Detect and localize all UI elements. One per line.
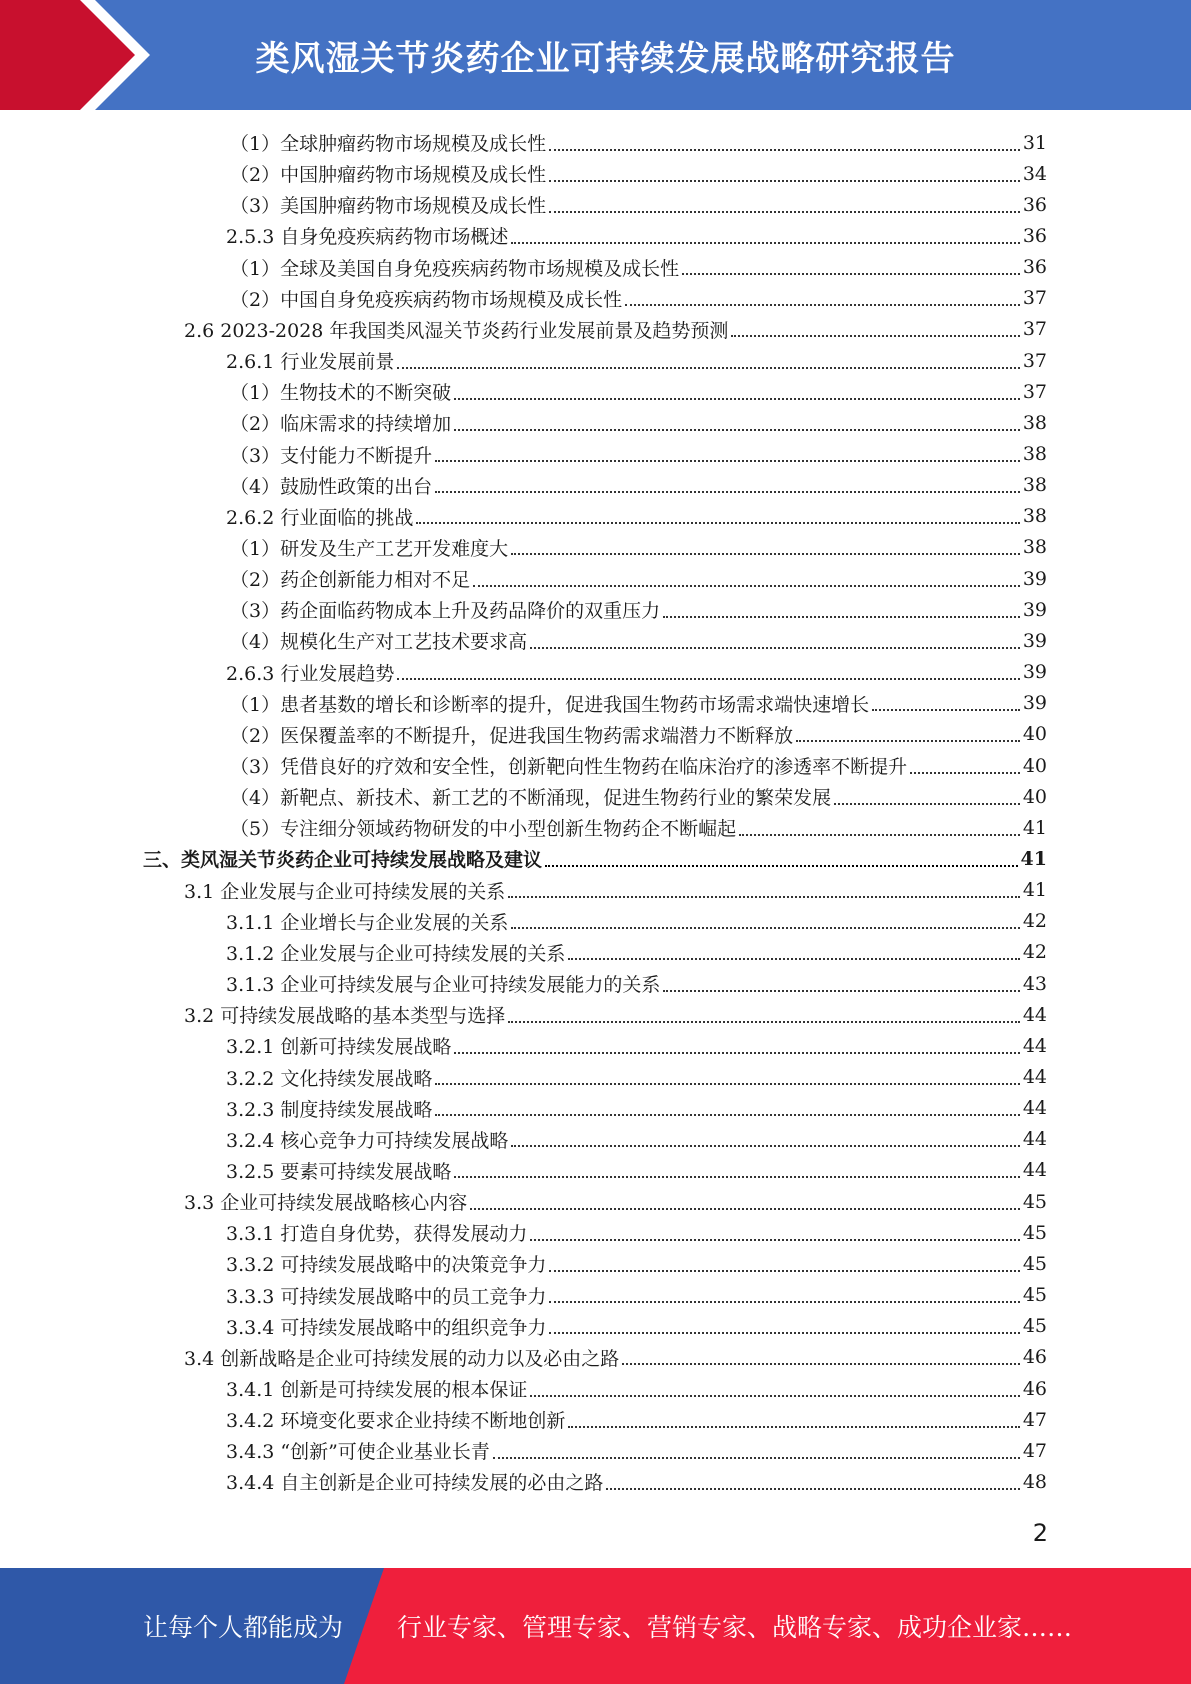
toc-leader-dots <box>663 612 1020 618</box>
toc-entry-page: 47 <box>1022 1408 1047 1431</box>
toc-entry-title: （3）凭借良好的疗效和安全性，创新靶向性生物药在临床治疗的渗透率不断提升 <box>230 756 908 778</box>
toc-entry[interactable] <box>184 999 1047 1030</box>
toc-entry[interactable] <box>230 439 1047 470</box>
toc-entry-title: （2）中国自身免疫疾病药物市场规模及成长性 <box>230 288 623 311</box>
footer-slogan-right: 行业专家、管理专家、营销专家、战略专家、成功企业家…… <box>397 1613 1073 1642</box>
report-title: 类风湿关节炎药企业可持续发展战略研究报告 <box>255 38 956 79</box>
toc-entry-title: 2.6.1 行业发展前景 <box>226 351 395 374</box>
toc-entry-page: 43 <box>1022 972 1047 995</box>
toc-entry-title: 3.3 企业可持续发展战略核心内容 <box>184 1192 468 1215</box>
toc-entry-title: 3.3.3 可持续发展战略中的员工竞争力 <box>226 1285 547 1308</box>
toc-entry-title: 3.4.3 “创新”可使企业基业长青 <box>226 1441 490 1464</box>
toc-entry-title: 3.2.2 文化持续发展战略 <box>226 1067 433 1090</box>
toc-entry-page: 45 <box>1022 1315 1047 1338</box>
toc-leader-dots <box>397 674 1019 680</box>
toc-entry-title: （3）支付能力不断提升 <box>230 444 433 467</box>
toc-entry[interactable] <box>226 1030 1047 1061</box>
toc-entry[interactable] <box>226 220 1047 251</box>
toc-entry[interactable] <box>230 407 1047 438</box>
toc-leader-dots <box>511 1141 1019 1147</box>
toc-leader-dots <box>397 363 1019 369</box>
toc-entry[interactable] <box>226 968 1047 999</box>
toc-entry[interactable] <box>230 532 1047 563</box>
toc-leader-dots <box>511 238 1019 244</box>
toc-leader-dots <box>549 145 1020 151</box>
toc-entry-title: 3.2.5 要素可持续发展战略 <box>226 1160 452 1183</box>
toc-entry-page: 44 <box>1022 1128 1047 1151</box>
toc-leader-dots <box>454 425 1020 431</box>
toc-entry[interactable] <box>226 1217 1047 1248</box>
toc-entry-title: 3.1.3 企业可持续发展与企业可持续发展能力的关系 <box>226 974 661 997</box>
toc-leader-dots <box>530 1235 1019 1241</box>
toc-leader-dots <box>549 176 1020 182</box>
toc-entry-page: 39 <box>1022 661 1047 684</box>
toc-entry-page: 39 <box>1022 629 1047 652</box>
toc-entry-title: 3.2.4 核心竞争力可持续发展战略 <box>226 1129 509 1152</box>
toc-entry-page: 38 <box>1022 474 1047 497</box>
page-number: 2 <box>1032 1519 1048 1547</box>
toc-leader-dots <box>625 300 1020 306</box>
toc-entry-page: 39 <box>1022 567 1047 590</box>
toc-entry-title: （2）临床需求的持续增加 <box>230 413 452 436</box>
toc-entry[interactable] <box>226 1404 1047 1435</box>
toc-entry[interactable] <box>226 937 1047 968</box>
toc-entry[interactable] <box>226 1435 1047 1466</box>
toc-leader-dots <box>663 986 1019 992</box>
toc-leader-dots <box>682 269 1020 275</box>
toc-leader-dots <box>508 892 1020 898</box>
toc-entry-title: 3.4 创新战略是企业可持续发展的动力以及必由之路 <box>184 1347 620 1370</box>
toc-entry-title: 3.1.1 企业增长与企业发展的关系 <box>226 911 509 934</box>
toc-leader-dots <box>454 1048 1019 1054</box>
toc-entry[interactable] <box>230 781 1047 812</box>
toc-entry[interactable] <box>230 189 1047 220</box>
toc-entry-title: 3.3.1 打造自身优势，获得发展动力 <box>226 1223 528 1246</box>
toc-leader-dots <box>454 394 1020 400</box>
toc-entry-title: 三、类风湿关节炎药企业可持续发展战略及建议 <box>143 849 543 872</box>
toc-entry-page: 36 <box>1022 256 1047 279</box>
toc-entry[interactable] <box>230 252 1047 283</box>
toc-leader-dots <box>872 705 1020 711</box>
toc-leader-dots <box>435 487 1020 493</box>
toc-entry[interactable] <box>226 1062 1047 1093</box>
toc-leader-dots <box>470 1204 1020 1210</box>
toc-leader-dots <box>545 861 1018 867</box>
page-footer <box>0 1568 1191 1684</box>
toc-leader-dots <box>511 923 1019 929</box>
toc-entry[interactable] <box>184 1342 1047 1373</box>
toc-entry-title: （3）美国肿瘤药物市场规模及成长性 <box>230 195 547 218</box>
toc-entry[interactable] <box>230 376 1047 407</box>
toc-entry-title: （4）鼓励性政策的出台 <box>230 475 433 498</box>
toc-leader-dots <box>731 331 1019 337</box>
toc-entry-title: （4）规模化生产对工艺技术要求高 <box>230 631 528 654</box>
toc-entry-page: 42 <box>1022 910 1047 933</box>
toc-leader-dots <box>549 1328 1019 1334</box>
toc-entry-title: （2）医保覆盖率的不断提升，促进我国生物药需求端潜力不断释放 <box>230 724 794 747</box>
toc-entry-page: 37 <box>1022 318 1047 341</box>
toc-entry-page: 38 <box>1022 411 1047 434</box>
toc-entry-page: 39 <box>1022 692 1047 715</box>
toc-leader-dots <box>834 799 1020 805</box>
toc-entry-page: 45 <box>1022 1221 1047 1244</box>
toc-entry[interactable] <box>226 1124 1047 1155</box>
toc-entry[interactable] <box>226 1466 1047 1497</box>
toc-entry-title: 2.6.2 行业面临的挑战 <box>226 506 414 529</box>
toc-entry-page: 42 <box>1022 941 1047 964</box>
toc-entry[interactable] <box>226 1155 1047 1186</box>
toc-entry-page: 34 <box>1022 162 1047 185</box>
toc-leader-dots <box>508 1017 1020 1023</box>
footer-slogan-left: 让每个人都能成为 <box>143 1613 344 1642</box>
toc-entry-title: 3.2.1 创新可持续发展战略 <box>226 1036 452 1059</box>
toc-entry-page: 44 <box>1022 1159 1047 1182</box>
toc-entry-title: 3.2.3 制度持续发展战略 <box>226 1098 433 1121</box>
toc-entry-page: 45 <box>1022 1190 1047 1213</box>
toc-entry-title: 3.3.2 可持续发展战略中的决策竞争力 <box>226 1254 547 1277</box>
toc-entry-page: 44 <box>1022 1003 1047 1026</box>
toc-entry-title: 2.6 2023-2028 年我国类风湿关节炎药行业发展前景及趋势预测 <box>184 319 729 342</box>
toc-entry-title: 3.4.4 自主创新是企业可持续发展的必由之路 <box>226 1472 604 1495</box>
toc-entry-page: 38 <box>1022 505 1047 528</box>
toc-entry[interactable] <box>226 1248 1047 1279</box>
toc-entry-title: 3.1 企业发展与企业可持续发展的关系 <box>184 880 506 903</box>
toc-entry-page: 48 <box>1022 1470 1047 1493</box>
toc-entry-page: 38 <box>1022 536 1047 559</box>
toc-entry-page: 47 <box>1022 1439 1047 1462</box>
toc-entry-page: 44 <box>1022 1097 1047 1120</box>
toc-entry-page: 41 <box>1020 847 1047 870</box>
toc-entry[interactable] <box>230 127 1047 158</box>
toc-entry-title: 2.6.3 行业发展趋势 <box>226 662 395 685</box>
toc-entry[interactable] <box>226 1093 1047 1124</box>
toc-leader-dots <box>530 643 1020 649</box>
toc-leader-dots <box>454 1172 1019 1178</box>
toc-entry-page: 44 <box>1022 1066 1047 1088</box>
toc-leader-dots <box>796 736 1020 742</box>
toc-entry[interactable] <box>230 812 1047 843</box>
toc-entry[interactable] <box>230 283 1047 314</box>
toc-leader-dots <box>435 1110 1019 1116</box>
toc-entry-title: （4）新靶点、新技术、新工艺的不断涌现，促进生物药行业的繁荣发展 <box>230 787 832 810</box>
toc-entry[interactable] <box>226 1280 1047 1311</box>
toc-leader-dots <box>739 830 1020 836</box>
toc-entry[interactable] <box>230 470 1047 501</box>
toc-entry[interactable] <box>226 501 1047 532</box>
toc-entry-page: 38 <box>1022 443 1047 465</box>
toc-entry-page: 41 <box>1022 816 1047 839</box>
toc-entry[interactable] <box>143 843 1047 874</box>
toc-entry[interactable] <box>230 688 1047 719</box>
toc-entry[interactable] <box>226 906 1047 937</box>
toc-entry-title: 3.4.2 环境变化要求企业持续不断地创新 <box>226 1410 566 1433</box>
toc-entry[interactable] <box>184 314 1047 345</box>
toc-entry[interactable] <box>226 1311 1047 1342</box>
toc-leader-dots <box>511 549 1020 555</box>
toc-leader-dots <box>606 1484 1019 1490</box>
toc-entry[interactable] <box>230 750 1047 781</box>
toc-leader-dots <box>493 1453 1020 1459</box>
toc-entry-title: （1）全球及美国自身免疫疾病药物市场规模及成长性 <box>230 257 680 280</box>
toc-entry-page: 36 <box>1022 224 1047 247</box>
toc-leader-dots <box>435 456 1020 462</box>
toc-entry-title: 2.5.3 自身免疫疾病药物市场概述 <box>226 226 509 249</box>
toc-leader-dots <box>435 1079 1019 1085</box>
toc-leader-dots <box>416 518 1019 524</box>
toc-leader-dots <box>549 1297 1019 1303</box>
page-header <box>0 0 1191 110</box>
toc-entry-page: 37 <box>1022 349 1047 372</box>
toc-entry-title: 3.2 可持续发展战略的基本类型与选择 <box>184 1005 506 1028</box>
toc-entry[interactable] <box>226 345 1047 376</box>
toc-entry-page: 45 <box>1022 1284 1047 1307</box>
toc-entry-page: 46 <box>1022 1346 1047 1369</box>
toc-entry-title: 3.1.2 企业发展与企业可持续发展的关系 <box>226 942 566 965</box>
toc-entry-page: 40 <box>1022 785 1047 808</box>
toc-entry-title: （2）中国肿瘤药物市场规模及成长性 <box>230 164 547 187</box>
toc-entry-title: （1）生物技术的不断突破 <box>230 382 452 405</box>
toc-entry-page: 31 <box>1022 131 1047 154</box>
toc-entry[interactable] <box>230 594 1047 625</box>
toc-entry-title: （1）全球肿瘤药物市场规模及成长性 <box>230 133 547 155</box>
toc-entry-page: 37 <box>1022 380 1047 403</box>
toc-leader-dots <box>530 1391 1019 1397</box>
toc-leader-dots <box>568 954 1019 960</box>
toc-entry-title: （1）患者基数的增长和诊断率的提升，促进我国生物药市场需求端快速增长 <box>230 693 870 716</box>
toc-entry-page: 36 <box>1022 193 1047 216</box>
toc-entry[interactable] <box>230 158 1047 189</box>
toc-leader-dots <box>549 207 1020 213</box>
toc-entry-page: 44 <box>1022 1034 1047 1057</box>
toc-entry-page: 39 <box>1022 598 1047 621</box>
toc-entry[interactable] <box>230 719 1047 750</box>
toc-leader-dots <box>473 581 1020 587</box>
toc-entry[interactable] <box>184 875 1047 906</box>
toc-entry-title: 3.3.4 可持续发展战略中的组织竞争力 <box>226 1316 547 1339</box>
toc-entry-title: 3.4.1 创新是可持续发展的根本保证 <box>226 1379 528 1401</box>
toc-leader-dots <box>549 1266 1019 1272</box>
toc-entry[interactable] <box>230 563 1047 594</box>
toc-entry-title: （2）药企创新能力相对不足 <box>230 569 471 592</box>
toc-leader-dots <box>910 768 1020 774</box>
toc-entry-page: 46 <box>1022 1377 1047 1400</box>
toc-entry-title: （1）研发及生产工艺开发难度大 <box>230 537 509 560</box>
toc-entry-page: 45 <box>1022 1252 1047 1275</box>
toc-entry-title: （5）专注细分领域药物研发的中小型创新生物药企不断崛起 <box>230 818 737 841</box>
toc-entry-page: 41 <box>1022 879 1047 902</box>
toc-leader-dots <box>568 1422 1019 1428</box>
toc-entry-page: 40 <box>1022 754 1047 777</box>
toc-entry-page: 37 <box>1022 287 1047 310</box>
toc-entry-title: （3）药企面临药物成本上升及药品降价的双重压力 <box>230 600 661 623</box>
toc-entry[interactable] <box>226 1373 1047 1404</box>
toc-entry[interactable] <box>226 657 1047 688</box>
toc-leader-dots <box>622 1359 1020 1365</box>
toc-entry[interactable] <box>230 625 1047 656</box>
toc-entry[interactable] <box>184 1186 1047 1217</box>
toc-entry-page: 40 <box>1022 723 1047 746</box>
